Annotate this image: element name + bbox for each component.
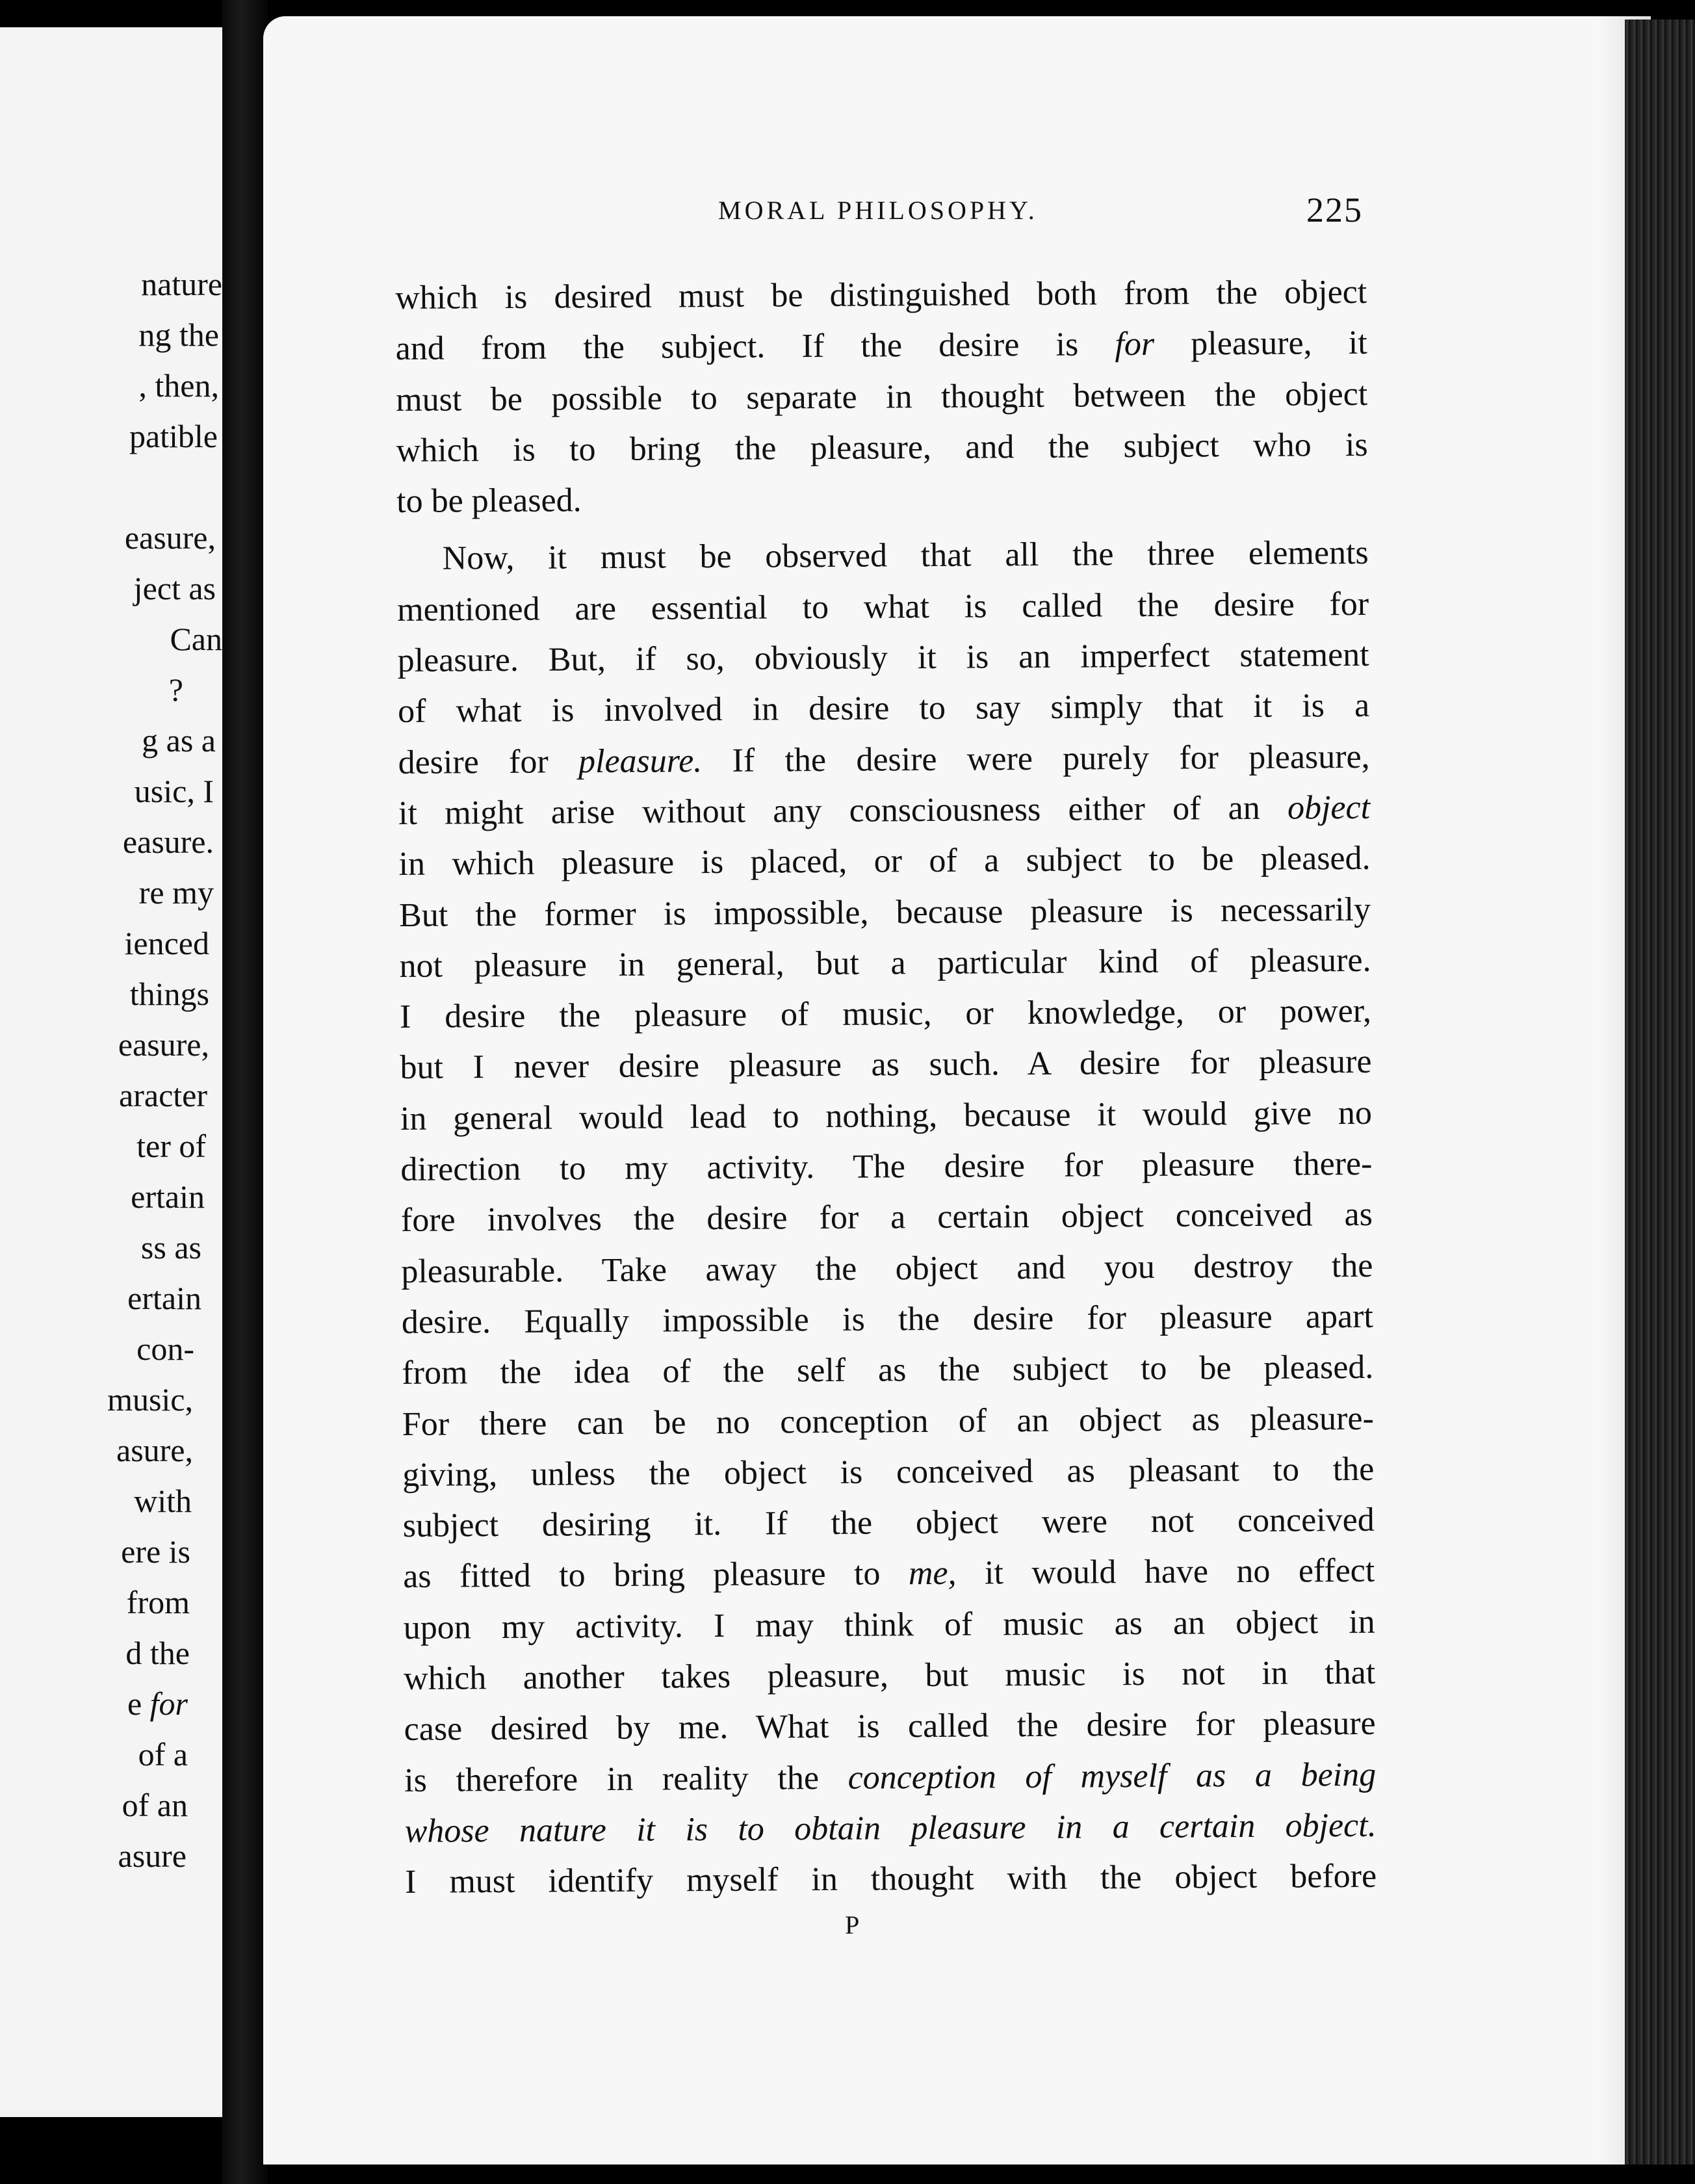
- left-page-line: of an: [122, 1787, 188, 1823]
- left-page-line: of a: [138, 1736, 188, 1773]
- left-page-line: ere is: [121, 1533, 190, 1570]
- text-line: pleasurable. Take away the object and you destroy the: [401, 1247, 1373, 1290]
- text-line: must be possible to separate in thought between the object: [396, 375, 1368, 419]
- text-line: in general would lead to nothing, because it would give no: [400, 1094, 1373, 1138]
- left-page-line: ject as: [133, 570, 216, 606]
- left-page-line: ng the: [138, 317, 219, 353]
- left-page-line: ertain: [127, 1280, 201, 1316]
- left-page-line: nature: [141, 266, 222, 302]
- text-line: but I never desire pleasure as such. A desire for pleasure: [400, 1043, 1372, 1087]
- left-page-line: ertain: [131, 1178, 205, 1215]
- body-text: [395, 267, 1377, 1908]
- text-line: in which pleasure is placed, or of a subject to be pleased.: [398, 840, 1371, 883]
- left-page-line: easure.: [122, 824, 214, 860]
- left-page-line: re my: [138, 874, 214, 911]
- left-page-line: d the: [125, 1635, 190, 1671]
- left-page-line: ss as: [140, 1229, 201, 1266]
- text-line: whose nature it is to obtain pleasure in a certain object.: [404, 1806, 1377, 1850]
- left-page-line: from: [126, 1584, 190, 1620]
- left-page-line: , then,: [138, 367, 219, 404]
- left-page-line: Can: [170, 621, 222, 657]
- left-page-line: con-: [136, 1331, 194, 1367]
- page-edges: [1625, 20, 1695, 2164]
- text-line: I desire the pleasure of music, or knowledge, or power,: [399, 993, 1372, 1036]
- left-page-line: e for: [127, 1685, 188, 1722]
- left-page-line: music,: [107, 1381, 193, 1418]
- text-line: giving, unless the object is conceived as pleasant to the: [402, 1450, 1375, 1494]
- text-line: pleasure. But, if so, obviously it is an imperfect statement: [397, 636, 1369, 680]
- text-line: For there can be no conception of an object as pleasure-: [402, 1399, 1374, 1443]
- text-line: which another takes pleasure, but music is not in that: [404, 1654, 1376, 1697]
- left-page-line: with: [134, 1483, 192, 1519]
- left-page-line: asure: [118, 1838, 187, 1874]
- text-line: fore involves the desire for a certain object conceived as: [400, 1196, 1373, 1240]
- text-line: not pleasure in general, but a particular kind of pleasure.: [399, 941, 1371, 985]
- text-line: as fitted to bring pleasure to me, it would have no effect: [403, 1552, 1375, 1596]
- text-line: to be pleased.: [396, 482, 582, 521]
- text-line: case desired by me. What is called the desire for pleasure: [404, 1705, 1376, 1748]
- text-line: upon my activity. I may think of music as an object in: [403, 1603, 1375, 1646]
- text-line: it might arise without any consciousness either of an object: [398, 788, 1371, 832]
- book-gutter: [222, 0, 268, 2184]
- left-page-line: g as a: [142, 722, 216, 759]
- left-page-line: ?: [168, 671, 183, 708]
- text-line: mentioned are essential to what is called the desire for: [396, 585, 1369, 629]
- text-line: of what is involved in desire to say simply that it is a: [397, 687, 1370, 731]
- text-line: desire. Equally impossible is the desire for pleasure apart: [401, 1297, 1374, 1341]
- left-page-line: usic, I: [134, 773, 214, 809]
- running-head: MORAL PHILOSOPHY.: [718, 196, 1038, 225]
- left-page-line: ter of: [136, 1128, 206, 1164]
- left-page-line: patible: [129, 418, 218, 454]
- page-number: 225: [1306, 190, 1363, 229]
- left-page-line: asure,: [116, 1432, 193, 1468]
- left-page-line: easure,: [124, 519, 216, 556]
- left-page: [0, 27, 222, 2117]
- text-line: desire for pleasure. If the desire were purely for pleasure,: [398, 738, 1370, 781]
- text-line: which is to bring the pleasure, and the subject who is: [396, 426, 1368, 469]
- text-line: is therefore in reality the conception of myself as a being: [404, 1756, 1377, 1799]
- signature-mark: P: [845, 1910, 861, 1940]
- text-line: Now, it must be observed that all the three elements: [442, 534, 1369, 578]
- text-line: I must identify myself in thought with the object before: [404, 1858, 1377, 1901]
- text-line: subject desiring it. If the object were not conceived: [402, 1501, 1375, 1545]
- text-line: But the former is impossible, because pleasure is necessarily: [398, 890, 1371, 934]
- left-page-line: ienced: [124, 925, 209, 961]
- text-line: direction to my activity. The desire for pleasure there-: [400, 1145, 1373, 1189]
- left-page-line: easure,: [118, 1026, 209, 1063]
- text-line: from the idea of the self as the subject to be pleased.: [402, 1349, 1374, 1392]
- text-line: and from the subject. If the desire is for pleasure, it: [395, 324, 1367, 368]
- left-page-line: aracter: [119, 1077, 207, 1113]
- left-page-line: things: [129, 976, 209, 1012]
- text-line: which is desired must be distinguished both from the object: [395, 273, 1367, 317]
